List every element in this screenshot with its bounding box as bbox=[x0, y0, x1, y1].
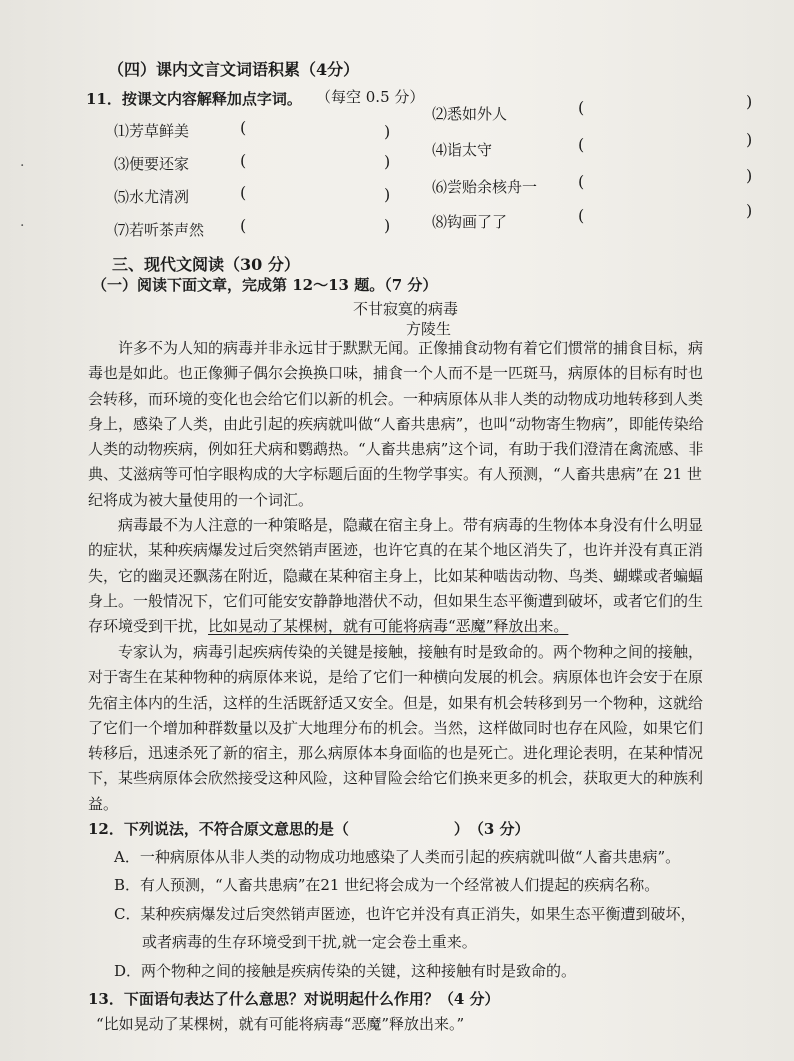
scan-mark: · bbox=[20, 158, 25, 174]
answer-paren-open: ( bbox=[240, 118, 247, 137]
q12-option-a: A．一种病原体从非人类的动物成功地感染了人类而引起的疾病就叫做“人畜共患病”。 bbox=[114, 848, 681, 866]
text-line: 病毒最不为人注意的一种策略是，隐藏在宿主身上。带有病毒的生物体本身没有什么明显 bbox=[118, 516, 704, 534]
answer-paren-close: ) bbox=[384, 122, 391, 141]
section3-title: 三、现代文阅读（30 分） bbox=[112, 255, 300, 274]
text-line: 许多不为人知的病毒并非永远甘于默默无闻。正像捕食动物有着它们惯常的捕食目标，病 bbox=[118, 339, 704, 357]
text-line: 了它们一个增加种群数量以及扩大地理分布的机会。当然，这样做同时也存在风险，如果它们 bbox=[88, 718, 704, 737]
text-line: 身上。一般情况下，它们可能安安静静地潜伏不动，但如果生态平衡遭到破坏，或者它们的生 bbox=[88, 591, 704, 610]
reading1-instruction: （一）阅读下面文章，完成第 12～13 题。（7 分） bbox=[92, 276, 438, 294]
underlined-sentence: 比如晃动了某棵树，就有可能将病毒“恶魔”释放出来。 bbox=[208, 617, 569, 636]
q12-option-d: D．两个物种之间的接触是疾病传染的关键，这种接触有时是致命的。 bbox=[114, 962, 577, 980]
text-line: 身上，感染了人类，由此引起的疾病就叫做“人畜共患病”，也叫“动物寄生物病”，即能传染给 bbox=[88, 414, 704, 433]
q11-item-8: ⑻钩画了了 bbox=[432, 213, 508, 231]
answer-paren-open: ( bbox=[240, 183, 247, 202]
article-paragraph-3 bbox=[88, 640, 772, 817]
q11-item-1: ⑴芳草鲜美 bbox=[114, 122, 190, 140]
text-segment: 存环境受到干扰， bbox=[88, 617, 209, 636]
q11-item-3: ⑶便要还家 bbox=[114, 155, 190, 173]
text-line: 转移后，迅速杀死了新的宿主，那么病原体本身面临的也是死亡。进化理论表明，在某种情况 bbox=[88, 744, 704, 763]
text-line: 益。 bbox=[88, 794, 119, 813]
answer-paren-open: ( bbox=[240, 216, 247, 235]
text-line: 下，某些病原体会欣然接受这种风险，这种冒险会给它们换来更多的机会，获取更大的种族利 bbox=[88, 769, 704, 788]
section4-title: （四）课内文言文词语积累（4分） bbox=[108, 60, 360, 79]
article-paragraph-2 bbox=[88, 513, 772, 639]
text-line bbox=[88, 614, 772, 639]
q11-score: （每空 0.5 分） bbox=[316, 88, 425, 106]
answer-paren-close: ) bbox=[384, 216, 391, 235]
q11-prompt: 11．按课文内容解释加点字词。 bbox=[86, 90, 302, 108]
answer-paren-open: ( bbox=[240, 151, 247, 170]
text-line: 的症状，某种疾病爆发过后突然销声匿迹，也许它真的在某个地区消失了，也许并没有真正消 bbox=[88, 541, 704, 560]
q13-prompt: 13．下面语句表达了什么意思？对说明起什么作用？（4 分） bbox=[88, 990, 500, 1008]
answer-paren-open: ( bbox=[578, 172, 585, 191]
text-line: 典、艾滋病等可怕字眼构成的大字标题后面的生物学事实。有人预测，“人畜共患病”在 21 世 bbox=[88, 465, 702, 484]
answer-paren-open: ( bbox=[578, 206, 585, 225]
q12-option-b: B．有人预测，“人畜共患病”在21 世纪将会成为一个经常被人们提起的疾病名称。 bbox=[114, 876, 660, 894]
text-line: 毒也是如此。也正像狮子偶尔会换换口味，捕食一个人而不是一匹斑马，病原体的目标有时也 bbox=[88, 364, 704, 383]
answer-paren-close: ) bbox=[746, 130, 753, 149]
answer-paren-open: ( bbox=[578, 98, 585, 117]
q12-option-c: C．某种疾病爆发过后突然销声匿迹，也许它并没有真正消失，如果生态平衡遭到破坏， bbox=[114, 905, 696, 923]
text-line: 会转移，而环境的变化也会给它们以新的机会。一种病原体从非人类的动物成功地转移到人类 bbox=[88, 389, 704, 408]
q12-option-c-cont: 或者病毒的生存环境受到干扰,就一定会卷土重来。 bbox=[142, 933, 477, 951]
answer-paren-open: ( bbox=[578, 135, 585, 154]
q12-prompt: 12．下列说法，不符合原文意思的是（ ） （3 分） bbox=[88, 820, 530, 838]
article-title: 不甘寂寞的病毒 bbox=[353, 300, 459, 318]
answer-paren-close: ) bbox=[746, 92, 753, 111]
scan-mark: · bbox=[20, 218, 25, 234]
answer-paren-close: ) bbox=[746, 201, 753, 220]
text-line: 对于寄生在某种物种的病原体来说，是给了它们一种横向发展的机会。病原体也许会安于在原 bbox=[88, 668, 704, 687]
q11-item-7: ⑺若听茶声然 bbox=[114, 221, 205, 239]
q11-item-5: ⑸水尤清冽 bbox=[114, 188, 190, 206]
q11-item-6: ⑹尝贻余核舟一 bbox=[432, 178, 538, 196]
answer-paren-close: ) bbox=[384, 152, 391, 171]
text-line: 纪将成为被大量使用的一个词汇。 bbox=[88, 490, 314, 509]
answer-paren-close: ) bbox=[746, 166, 753, 185]
text-line: 专家认为，病毒引起疾病传染的关键是接触，接触有时是致命的。两个物种之间的接触， bbox=[118, 643, 704, 661]
q11-item-4: ⑷诣太守 bbox=[432, 141, 493, 159]
text-line: 失，它的幽灵还飘荡在附近，隐藏在某种宿主身上，比如某种啮齿动物、鸟类、蝴蝶或者蝙蝠 bbox=[88, 566, 704, 585]
text-line: 先宿主体内的生活，这样的生活既舒适又安全。但是，如果有机会转移到另一个物种，这就给 bbox=[88, 693, 704, 712]
q11-item-2: ⑵悉如外人 bbox=[432, 105, 508, 123]
article-paragraph-1 bbox=[88, 336, 772, 513]
q13-quote: “比如晃动了某棵树，就有可能将病毒“恶魔”释放出来。” bbox=[96, 1015, 465, 1033]
text-line: 人类的动物疾病，例如狂犬病和鹦鹉热。“人畜共患病”这个词，有助于我们澄清在禽流感、非 bbox=[88, 440, 704, 459]
answer-paren-close: ) bbox=[384, 185, 391, 204]
article-author: 方陵生 bbox=[406, 320, 452, 338]
